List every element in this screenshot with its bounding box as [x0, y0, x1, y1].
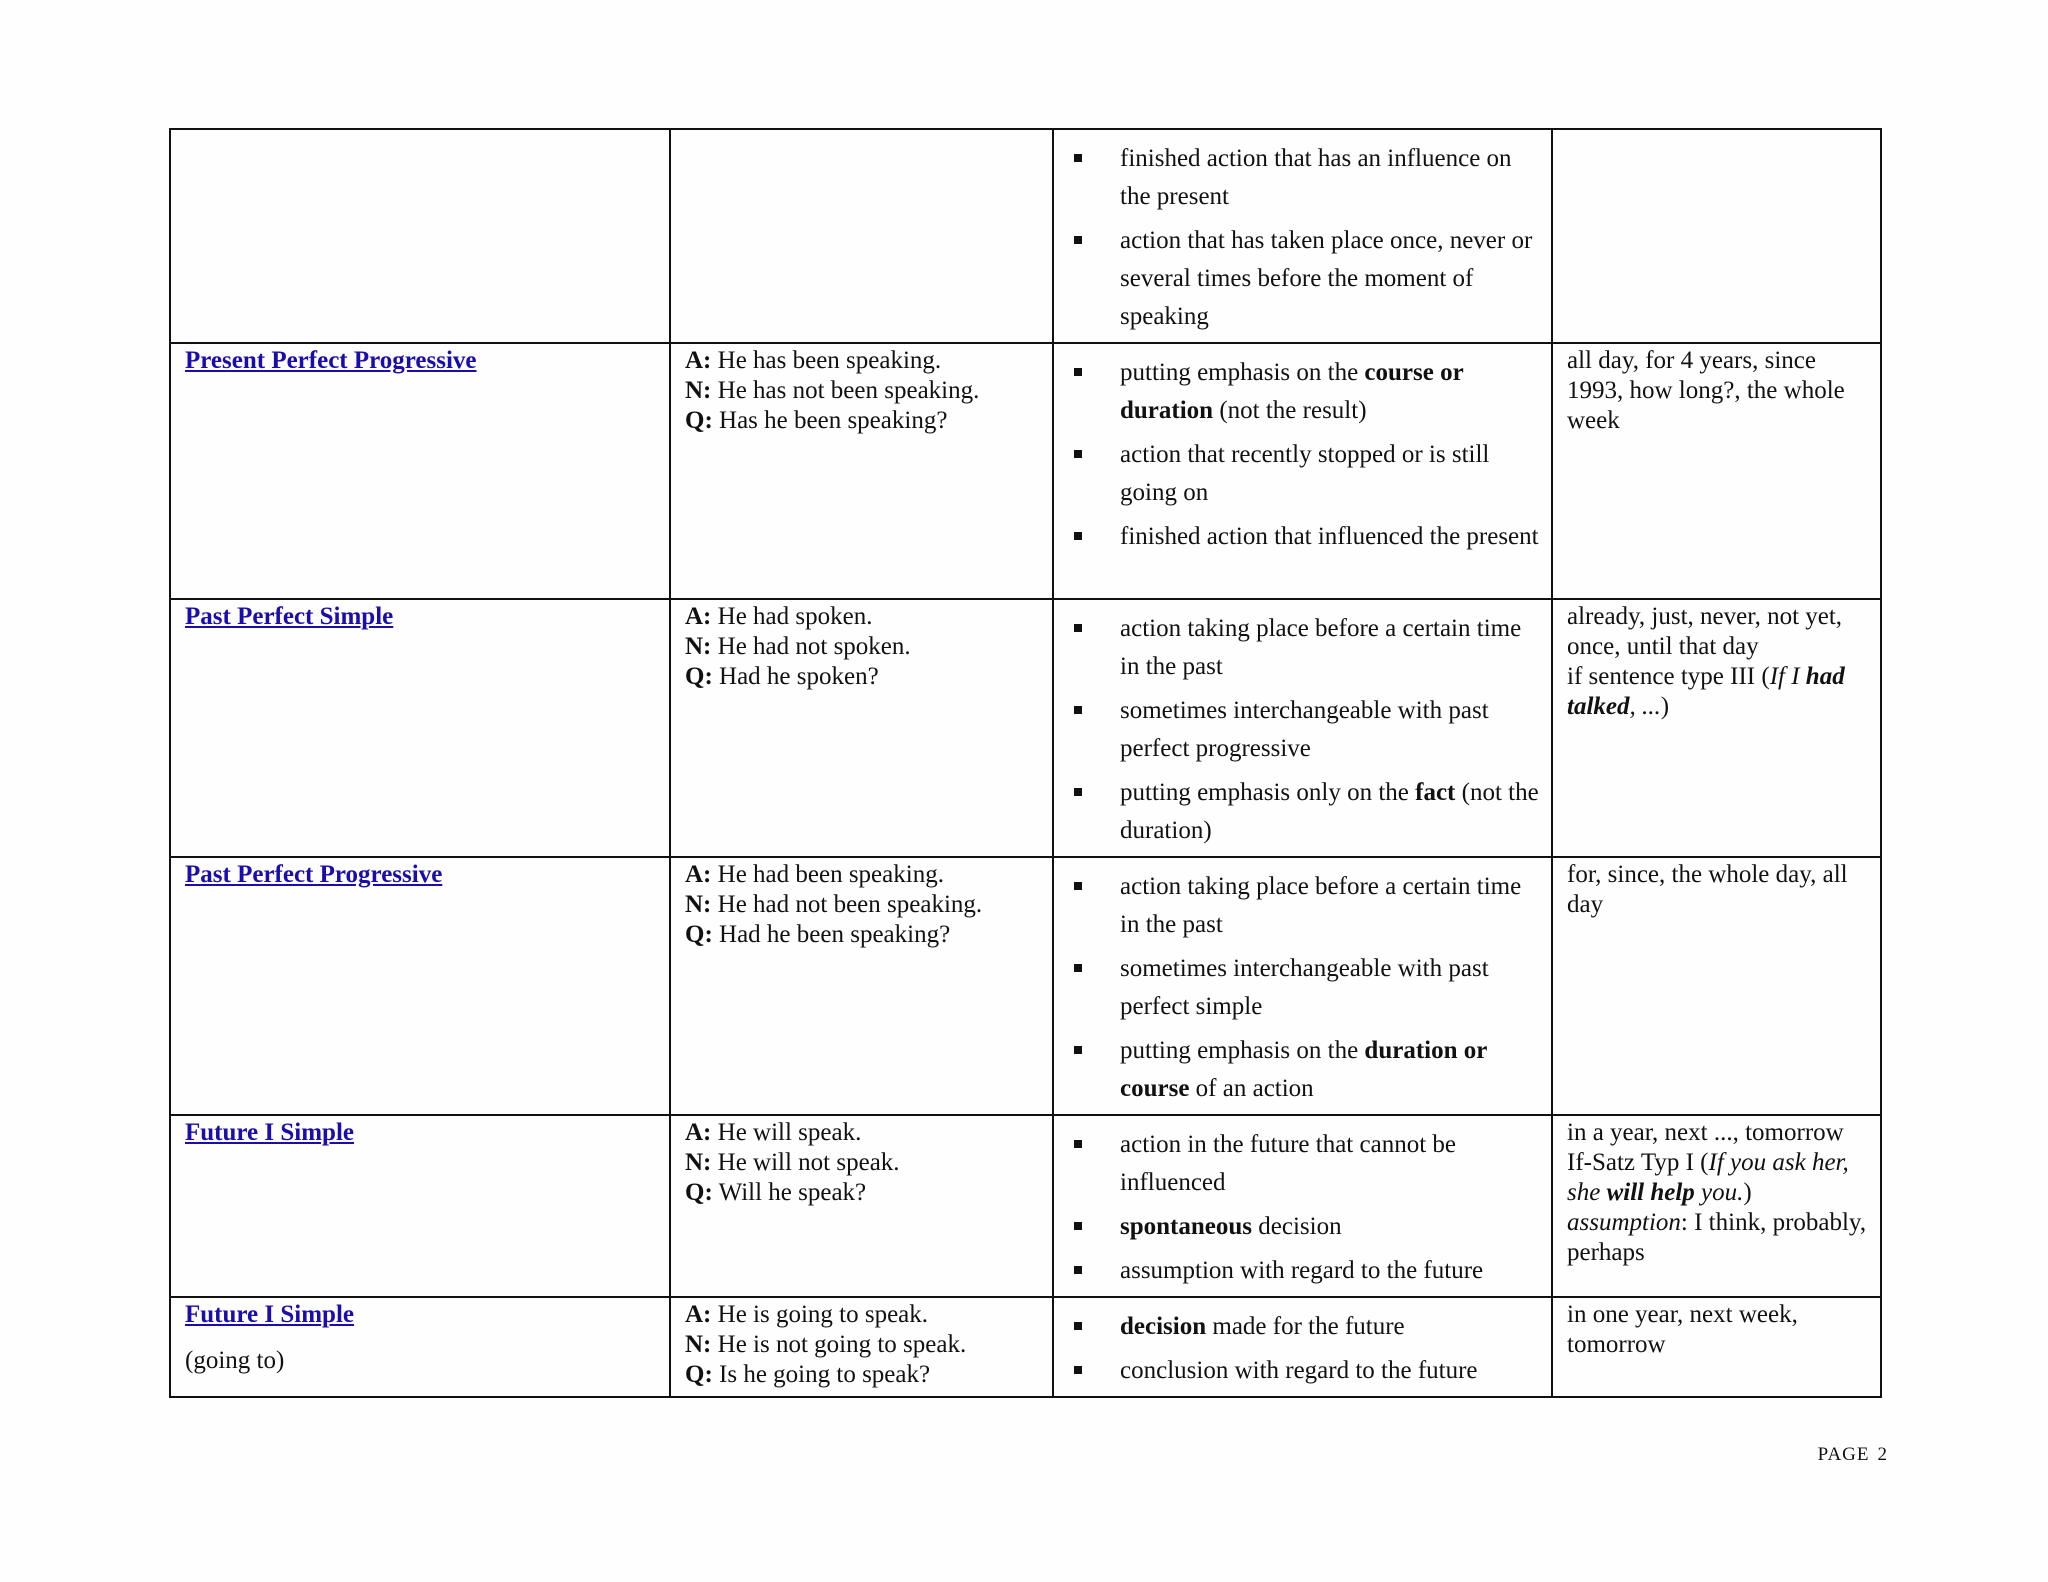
use-text: of an action: [1189, 1075, 1314, 1102]
use-text: sometimes interchangeable with past perfect simple: [1120, 955, 1489, 1020]
use-emphasis: spontaneous: [1120, 1213, 1252, 1240]
use-item: [1068, 868, 1539, 944]
uses-cell: [1053, 1115, 1552, 1297]
square-bullet-icon: [1074, 1266, 1082, 1274]
tense-name-cell: [170, 1115, 670, 1297]
use-item: [1068, 222, 1539, 336]
form-example: He will not speak.: [717, 1149, 900, 1176]
tenses-table: [169, 128, 1882, 1398]
forms-cell: [670, 1297, 1053, 1397]
tense-name-cell: [170, 1297, 670, 1397]
form-example: He has been speaking.: [717, 347, 942, 374]
form-label: Q:: [685, 921, 713, 948]
form-example: He is not going to speak.: [717, 1331, 967, 1358]
use-text: conclusion with regard to the future: [1120, 1357, 1478, 1384]
form-example: Will he speak?: [718, 1179, 867, 1206]
tense-name-cell: [170, 129, 670, 343]
form-label: A:: [685, 1119, 712, 1146]
use-item: [1068, 1308, 1539, 1346]
uses-cell: [1053, 129, 1552, 343]
tense-row: [170, 857, 1881, 1115]
form-a-line: [685, 860, 1040, 890]
signal-words-cell: [1552, 857, 1881, 1115]
use-text: sometimes interchangeable with past perfect progressive: [1120, 697, 1489, 762]
tense-name-cell: [170, 343, 670, 599]
uses-list: [1068, 868, 1539, 1108]
use-item: [1068, 1352, 1539, 1390]
signal-words-line: in a year, next ..., tomorrow: [1567, 1119, 1844, 1146]
form-example: Had he been speaking?: [719, 921, 951, 948]
form-label: N:: [685, 1149, 712, 1176]
forms-cell: [670, 599, 1053, 857]
form-n-line: [685, 1148, 1040, 1178]
signal-words-cell: [1552, 343, 1881, 599]
form-example: Is he going to speak?: [719, 1361, 931, 1388]
use-text: putting emphasis on the: [1120, 359, 1365, 386]
form-label: A:: [685, 347, 712, 374]
signal-words-line: If-Satz Typ I (If you ask her, she will help you.): [1567, 1149, 1849, 1206]
forms-cell: [670, 343, 1053, 599]
square-bullet-icon: [1074, 1140, 1082, 1148]
use-text: assumption with regard to the future: [1120, 1257, 1484, 1284]
use-text: finished action that has an influence on the present: [1120, 145, 1512, 210]
square-bullet-icon: [1074, 1222, 1082, 1230]
use-text: finished action that influenced the present: [1120, 523, 1539, 550]
form-n-line: [685, 376, 1040, 406]
form-label: A:: [685, 603, 712, 630]
signal-words-line: all day, for 4 years, since 1993, how long?, the whole week: [1567, 347, 1845, 434]
use-text: action taking place before a certain time in the past: [1120, 873, 1522, 938]
signal-words-cell: [1552, 129, 1881, 343]
use-item: [1068, 1126, 1539, 1202]
uses-cell: [1053, 343, 1552, 599]
square-bullet-icon: [1074, 450, 1082, 458]
tense-name-cell: [170, 857, 670, 1115]
tense-link[interactable]: Past Perfect Progressive: [185, 861, 443, 888]
uses-cell: [1053, 1297, 1552, 1397]
use-text: decision: [1252, 1213, 1342, 1240]
uses-cell: [1053, 599, 1552, 857]
form-example: Has he been speaking?: [719, 407, 948, 434]
use-item: [1068, 1252, 1539, 1290]
form-n-line: [685, 890, 1040, 920]
form-label: A:: [685, 1301, 712, 1328]
form-a-line: [685, 1300, 1040, 1330]
form-a-line: [685, 1118, 1040, 1148]
square-bullet-icon: [1074, 154, 1082, 162]
signal-words-cell: [1552, 1297, 1881, 1397]
tense-row: [170, 1115, 1881, 1297]
use-emphasis: course or duration: [1120, 359, 1464, 424]
use-text: (not the result): [1213, 397, 1367, 424]
uses-list: [1068, 1308, 1539, 1390]
use-text: (not the duration): [1120, 779, 1539, 844]
square-bullet-icon: [1074, 236, 1082, 244]
use-item: [1068, 1208, 1539, 1246]
forms-cell: [670, 857, 1053, 1115]
signal-words-line: assumption: I think, probably, perhaps: [1567, 1209, 1867, 1266]
use-item: [1068, 950, 1539, 1026]
form-example: He will speak.: [717, 1119, 862, 1146]
form-label: N:: [685, 891, 712, 918]
page-number-value: 2: [1877, 1444, 1888, 1465]
tense-row: [170, 599, 1881, 857]
form-example: He had not been speaking.: [717, 891, 983, 918]
use-emphasis: fact: [1415, 779, 1456, 806]
use-emphasis: duration or course: [1120, 1037, 1487, 1102]
uses-list: [1068, 140, 1539, 336]
signal-words-line: already, just, never, not yet, once, until that day: [1567, 603, 1843, 660]
tense-note: (going to): [185, 1347, 285, 1374]
form-label: N:: [685, 1331, 712, 1358]
square-bullet-icon: [1074, 1046, 1082, 1054]
form-label: Q:: [685, 663, 713, 690]
signal-words-line: in one year, next week, tomorrow: [1567, 1301, 1798, 1358]
tense-link[interactable]: Present Perfect Progressive: [185, 347, 477, 374]
square-bullet-icon: [1074, 706, 1082, 714]
form-example: He has not been speaking.: [717, 377, 980, 404]
use-item: [1068, 1032, 1539, 1108]
use-text: action that recently stopped or is still going on: [1120, 441, 1490, 506]
square-bullet-icon: [1074, 882, 1082, 890]
use-text: action that has taken place once, never or several times before the moment of speaking: [1120, 227, 1533, 330]
use-item: [1068, 436, 1539, 512]
form-example: He had spoken.: [717, 603, 873, 630]
forms-cell: [670, 1115, 1053, 1297]
uses-list: [1068, 354, 1539, 556]
use-text: action in the future that cannot be influenced: [1120, 1131, 1456, 1196]
form-q-line: [685, 406, 1040, 436]
tense-link[interactable]: Future I Simple: [185, 1119, 354, 1146]
uses-list: [1068, 1126, 1539, 1290]
form-example: He had not spoken.: [717, 633, 911, 660]
form-q-line: [685, 1360, 1040, 1390]
tense-row: [170, 1297, 1881, 1397]
use-item: [1068, 518, 1539, 556]
signal-words-line: for, since, the whole day, all day: [1567, 861, 1848, 918]
tense-link[interactable]: Past Perfect Simple: [185, 603, 394, 630]
square-bullet-icon: [1074, 788, 1082, 796]
use-text: putting emphasis only on the: [1120, 779, 1416, 806]
forms-cell: [670, 129, 1053, 343]
use-item: [1068, 610, 1539, 686]
tense-row: [170, 343, 1881, 599]
square-bullet-icon: [1074, 1366, 1082, 1374]
page-number: [1818, 1444, 1888, 1466]
form-example: Had he spoken?: [719, 663, 879, 690]
form-a-line: [685, 602, 1040, 632]
use-text: made for the future: [1206, 1313, 1405, 1340]
form-q-line: [685, 662, 1040, 692]
square-bullet-icon: [1074, 532, 1082, 540]
form-n-line: [685, 1330, 1040, 1360]
form-label: Q:: [685, 407, 713, 434]
form-label: Q:: [685, 1179, 713, 1206]
form-example: He had been speaking.: [717, 861, 944, 888]
uses-list: [1068, 610, 1539, 850]
signal-words-line: if sentence type III (If I had talked, ...): [1567, 663, 1845, 720]
signal-words-cell: [1552, 599, 1881, 857]
square-bullet-icon: [1074, 624, 1082, 632]
form-label: Q:: [685, 1361, 713, 1388]
tense-link[interactable]: Future I Simple: [185, 1301, 354, 1328]
use-item: [1068, 140, 1539, 216]
form-a-line: [685, 346, 1040, 376]
page-label: PAGE: [1817, 1444, 1870, 1465]
square-bullet-icon: [1074, 964, 1082, 972]
form-label: N:: [685, 377, 712, 404]
use-item: [1068, 354, 1539, 430]
square-bullet-icon: [1074, 1322, 1082, 1330]
form-n-line: [685, 632, 1040, 662]
use-item: [1068, 774, 1539, 850]
square-bullet-icon: [1074, 368, 1082, 376]
use-text: action taking place before a certain time in the past: [1120, 615, 1522, 680]
form-q-line: [685, 920, 1040, 950]
form-label: A:: [685, 861, 712, 888]
tenses-table-body: [170, 129, 1881, 1397]
tense-name-cell: [170, 599, 670, 857]
use-emphasis: decision: [1120, 1313, 1207, 1340]
tense-row: [170, 129, 1881, 343]
use-text: putting emphasis on the: [1120, 1037, 1365, 1064]
uses-cell: [1053, 857, 1552, 1115]
form-label: N:: [685, 633, 712, 660]
signal-words-cell: [1552, 1115, 1881, 1297]
use-item: [1068, 692, 1539, 768]
form-example: He is going to speak.: [717, 1301, 929, 1328]
form-q-line: [685, 1178, 1040, 1208]
